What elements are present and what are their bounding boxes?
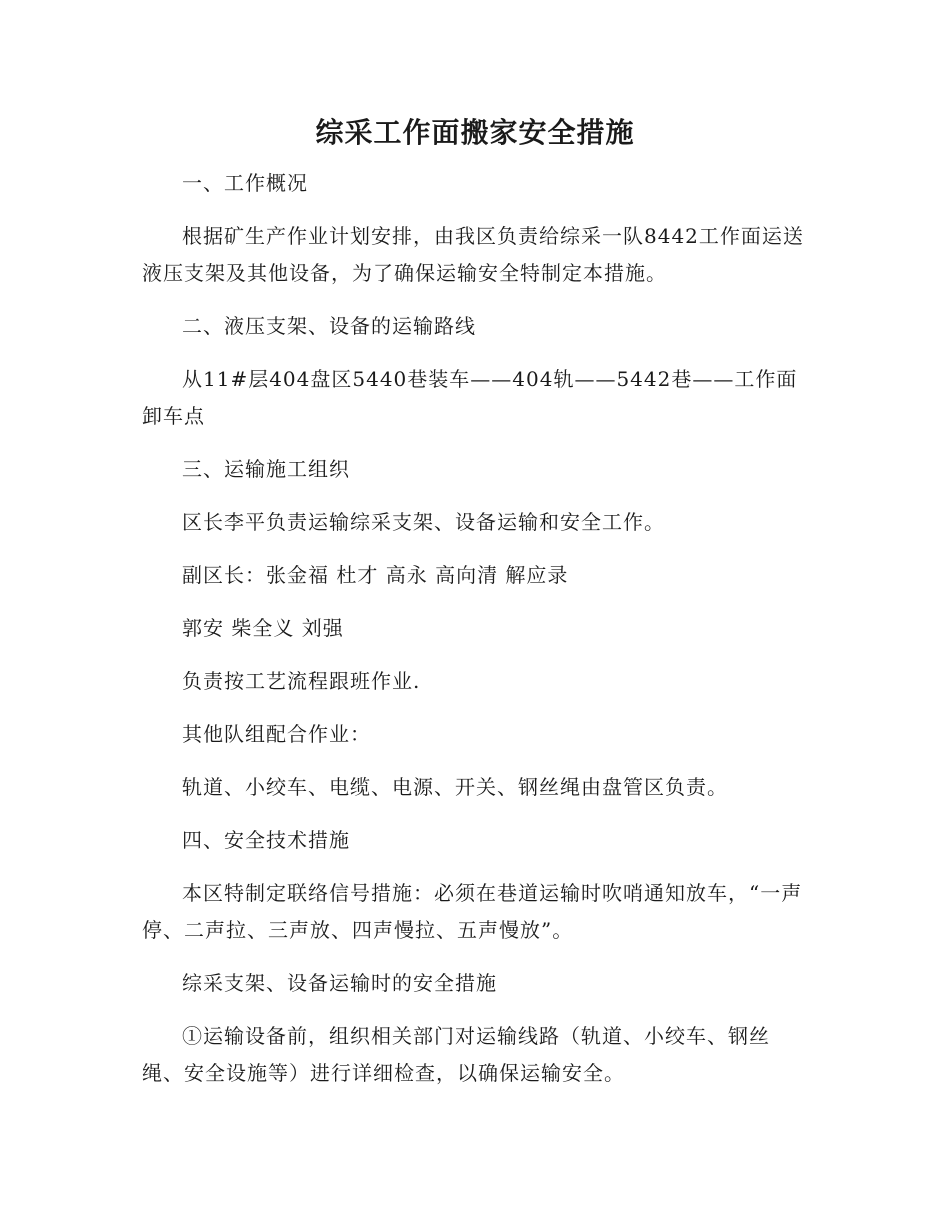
paragraph-route: 从11#层404盘区5440巷装车——404轨——5442巷——工作面卸车点 bbox=[142, 367, 798, 428]
paragraph-organization-leader: 区长李平负责运输综采支架、设备运输和安全工作。 bbox=[182, 510, 665, 534]
document-body bbox=[142, 165, 808, 1108]
paragraph-safety-item-1: ①运输设备前，组织相关部门对运输线路（轨道、小绞车、钢丝绳、安全设施等）进行详细检查，以确保运输安全。 bbox=[142, 1024, 770, 1085]
section-heading-route: 二、液压支架、设备的运输路线 bbox=[182, 314, 476, 338]
document-title: 综采工作面搬家安全措施 bbox=[315, 116, 635, 149]
paragraph-deputy-leaders: 副区长：张金福 杜才 高永 高向清 解应录 bbox=[182, 563, 569, 587]
paragraph-other-teams: 其他队组配合作业： bbox=[182, 722, 371, 746]
section-heading-overview: 一、工作概况 bbox=[182, 171, 308, 195]
paragraph-equipment-responsibility: 轨道、小绞车、电缆、电源、开关、钢丝绳由盘管区负责。 bbox=[182, 775, 728, 799]
paragraph-deputy-leaders-cont: 郭安 柴全义 刘强 bbox=[182, 616, 344, 640]
section-heading-organization: 三、运输施工组织 bbox=[182, 457, 350, 481]
paragraph-signals: 本区特制定联络信号措施：必须在巷道运输时吹哨通知放车，“一声停、二声拉、三声放、四声慢拉、五声慢放”。 bbox=[142, 881, 803, 942]
paragraph-overview: 根据矿生产作业计划安排，由我区负责给综采一队8442工作面运送液压支架及其他设备，为了确保运输安全特制定本措施。 bbox=[142, 224, 804, 285]
section-heading-safety: 四、安全技术措施 bbox=[182, 828, 350, 852]
paragraph-safety-subheading: 综采支架、设备运输时的安全措施 bbox=[182, 971, 497, 995]
paragraph-responsibility: 负责按工艺流程跟班作业. bbox=[182, 669, 421, 693]
